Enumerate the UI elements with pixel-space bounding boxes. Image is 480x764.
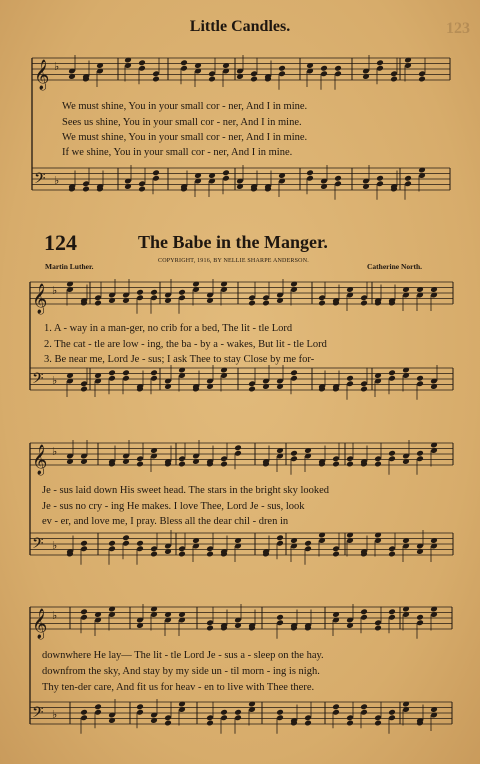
notehead (220, 709, 228, 716)
notehead (306, 169, 314, 176)
notehead (374, 461, 382, 468)
bass-clef: 𝄢 (32, 535, 44, 556)
notehead (150, 551, 158, 558)
author-credit: Catherine North. (367, 262, 422, 271)
notehead (206, 625, 214, 632)
notehead (136, 703, 144, 710)
notehead (80, 540, 88, 547)
notehead (138, 59, 146, 66)
notehead (404, 175, 412, 182)
notehead (276, 534, 284, 541)
lyric-line: 1. A - way in a man-ger, no crib for a bed, The lit - tle Lord (44, 323, 293, 334)
notehead (82, 186, 90, 193)
notehead (80, 709, 88, 716)
notehead (388, 608, 396, 615)
notehead (388, 709, 396, 716)
notehead (332, 551, 340, 558)
lyric-line: downfrom the sky, And stay by my side un - til morn - ing is nigh. (42, 666, 320, 677)
notehead (222, 169, 230, 176)
treble-clef: 𝄞 (34, 60, 50, 90)
notehead (150, 289, 158, 296)
notehead (374, 720, 382, 727)
notehead (234, 444, 242, 451)
notehead (388, 551, 396, 558)
notehead (234, 709, 242, 716)
notehead (416, 614, 424, 621)
flat-key-signature: ♭ (52, 374, 58, 387)
flat-key-signature: ♭ (52, 445, 58, 458)
notehead (360, 300, 368, 307)
notehead (360, 703, 368, 710)
notehead (208, 76, 216, 83)
notehead (334, 175, 342, 182)
notehead (290, 450, 298, 457)
notehead (152, 76, 160, 83)
notehead (136, 289, 144, 296)
notehead (318, 300, 326, 307)
notehead (276, 709, 284, 716)
hymn-number: 124 (44, 230, 77, 255)
notehead (248, 386, 256, 393)
notehead (136, 540, 144, 547)
notehead (164, 720, 172, 727)
bass-clef: 𝄢 (34, 170, 46, 191)
lyric-line: Je - sus laid down His sweet head. The stars in the bright sky looked (42, 485, 330, 496)
lyric-line: 3. Be near me, Lord Je - sus; I ask Thee to stay Close by me for- (44, 354, 315, 365)
notehead (152, 169, 160, 176)
notehead (388, 450, 396, 457)
notehead (180, 59, 188, 66)
notehead (122, 369, 130, 376)
notehead (178, 289, 186, 296)
notehead (108, 369, 116, 376)
flat-key-signature: ♭ (54, 174, 60, 187)
treble-clef: 𝄞 (32, 609, 48, 639)
notehead (418, 76, 426, 83)
notehead (346, 720, 354, 727)
flat-key-signature: ♭ (52, 284, 58, 297)
notehead (136, 461, 144, 468)
lyric-line: We must shine, You in your small cor - ner, And I in mine. (62, 101, 308, 112)
notehead (108, 540, 116, 547)
bass-clef: 𝄢 (32, 704, 44, 725)
notehead (332, 461, 340, 468)
notehead (290, 369, 298, 376)
lyric-line: ev - er, and love me, I pray. Bless all the dear chil - dren in (42, 516, 289, 527)
flat-key-signature: ♭ (54, 60, 60, 73)
notehead (262, 300, 270, 307)
notehead (346, 375, 354, 382)
copyright-notice: COPYRIGHT, 1916, BY NELLIE SHARPE ANDERSON. (158, 258, 309, 264)
notehead (360, 608, 368, 615)
notehead (138, 186, 146, 193)
notehead (334, 65, 342, 72)
hymn-title-babe-in-manger: The Babe in the Manger. (138, 232, 328, 252)
lyric-line: 2. The cat - tle are low - ing, the ba - by a - wakes, But lit - tle Lord (44, 339, 327, 350)
notehead (206, 551, 214, 558)
notehead (376, 59, 384, 66)
notehead (220, 461, 228, 468)
notehead (278, 65, 286, 72)
page-number-show-through: 123 (446, 20, 470, 37)
treble-clef: 𝄞 (32, 284, 48, 314)
notehead (250, 76, 258, 83)
notehead (80, 608, 88, 615)
notehead (320, 65, 328, 72)
notehead (332, 703, 340, 710)
notehead (374, 625, 382, 632)
flat-key-signature: ♭ (52, 539, 58, 552)
flat-key-signature: ♭ (52, 708, 58, 721)
notehead (178, 461, 186, 468)
notehead (346, 461, 354, 468)
flat-key-signature: ♭ (52, 609, 58, 622)
lyric-line: If we shine, You in your small cor - ner, And I in mine. (62, 147, 293, 158)
notehead (248, 300, 256, 307)
notehead (122, 534, 130, 541)
notehead (206, 720, 214, 727)
lyric-line: Thy ten-der care, And fit us for heav - en to live with Thee there. (42, 682, 315, 693)
notehead (304, 540, 312, 547)
treble-clef: 𝄞 (32, 445, 48, 475)
notehead (416, 375, 424, 382)
notehead (390, 76, 398, 83)
notehead (304, 720, 312, 727)
notehead (276, 614, 284, 621)
notehead (416, 450, 424, 457)
composer-credit: Martin Luther. (45, 262, 94, 271)
notehead (150, 369, 158, 376)
bass-clef: 𝄢 (32, 370, 44, 391)
notehead (360, 386, 368, 393)
notehead (376, 175, 384, 182)
notehead (80, 386, 88, 393)
lyric-line: We must shine, You in your small cor - ner, And I in mine. (62, 132, 308, 143)
notehead (94, 703, 102, 710)
notehead (94, 300, 102, 307)
notehead (178, 551, 186, 558)
notehead (388, 369, 396, 376)
hymn-title-little-candles: Little Candles. (189, 18, 291, 35)
lyric-line: Sees us shine, You in your small cor - ner, And I in mine. (62, 117, 302, 128)
lyric-line: downwhere He lay— The lit - tle Lord Je - sus a - sleep on the hay. (42, 650, 324, 661)
lyric-line: Je - sus no cry - ing He makes. I love Thee, Lord Je - sus, look (42, 501, 305, 512)
